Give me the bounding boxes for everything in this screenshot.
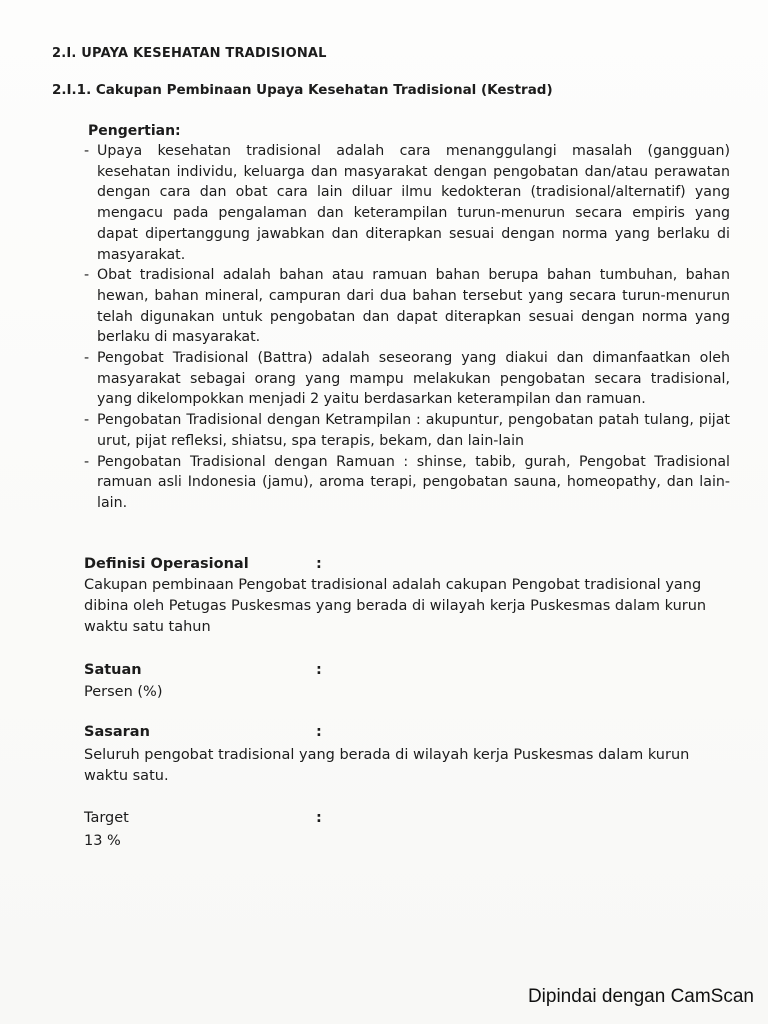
list-item-text: Pengobatan Tradisional dengan Ramuan : shinse, tabib, gurah, Pengobat Tradisional ramuan asli Indonesia (jamu), aroma terapi, pengobatan sauna, homeopathy, dan lain-lain. xyxy=(97,453,730,511)
pengertian-label: Pengertian: xyxy=(88,123,181,139)
definisi-colon: : xyxy=(316,556,322,572)
satuan-value: Persen (%) xyxy=(84,684,163,700)
list-item-text: Pengobat Tradisional (Battra) adalah seseorang yang diakui dan dimanfaatkan oleh masyarakat sebagai orang yang mampu melakukan pengobatan secara tradisional, yang dikelompokkan menjadi 2 yaitu berdasarkan keterampilan dan ramuan. xyxy=(97,350,730,408)
definisi-label: Definisi Operasional xyxy=(84,556,249,572)
sasaran-label: Sasaran xyxy=(84,724,150,740)
pengertian-list xyxy=(84,141,730,514)
target-colon: : xyxy=(316,810,322,826)
section-heading: 2.I. UPAYA KESEHATAN TRADISIONAL xyxy=(52,46,327,61)
list-item-text: Upaya kesehatan tradisional adalah cara menanggulangi masalah (gangguan) kesehatan individu, keluarga dan masyarakat dengan pengobatan dan/atau perawatan dengan cara dan obat cara lain diluar ilmu kedokteran (tradisional/alternatif) yang mengacu pada pengalaman dan keterampilan turun-menurun secara empiris yang dapat dipertanggung jawabkan dan diterapkan sesuai dengan norma yang berlaku di masyarakat. xyxy=(97,143,730,263)
subsection-heading: 2.I.1. Cakupan Pembinaan Upaya Kesehatan Tradisional (Kestrad) xyxy=(52,82,553,98)
camscanner-watermark: Dipindai dengan CamScan xyxy=(527,986,754,1007)
list-item: - Pengobat Tradisional (Battra) adalah seseorang yang diakui dan dimanfaatkan oleh masyarakat sebagai orang yang mampu melakukan pengobatan secara tradisional, yang dikelompokkan menjadi 2 yaitu berdasarkan keterampilan dan ramuan. xyxy=(84,350,730,408)
satuan-colon: : xyxy=(316,662,322,678)
definisi-value: Cakupan pembinaan Pengobat tradisional adalah cakupan Pengobat tradisional yang dibina oleh Petugas Puskesmas yang berada di wilayah kerja Puskesmas dalam kurun waktu satu tahun xyxy=(84,577,707,635)
list-item: - Obat tradisional adalah bahan atau ramuan bahan berupa bahan tumbuhan, bahan hewan, bahan mineral, campuran dari dua bahan tersebut yang secara turun-menurun telah digunakan untuk pengobatan dan dapat diterapkan sesuai dengan norma yang berlaku di masyarakat. xyxy=(84,267,730,346)
target-label: Target xyxy=(84,810,129,826)
target-value: 13 % xyxy=(84,833,121,849)
list-item-text: Pengobatan Tradisional dengan Ketrampilan : akupuntur, pengobatan patah tulang, pijat urut, pijat refleksi, shiatsu, spa terapis, bekam, dan lain-lain xyxy=(97,412,730,449)
list-item: - Pengobatan Tradisional dengan Ramuan : shinse, tabib, gurah, Pengobat Tradisional ramuan asli Indonesia (jamu), aroma terapi, pengobatan sauna, homeopathy, dan lain-lain. xyxy=(84,453,730,511)
list-item: - Pengobatan Tradisional dengan Ketrampilan : akupuntur, pengobatan patah tulang, pijat urut, pijat refleksi, shiatsu, spa terapis, bekam, dan lain-lain xyxy=(84,412,730,449)
list-item-text: Obat tradisional adalah bahan atau ramuan bahan berupa bahan tumbuhan, bahan hewan, bahan mineral, campuran dari dua bahan tersebut yang secara turun-menurun telah digunakan untuk pengobatan dan dapat diterapkan sesuai dengan norma yang berlaku di masyarakat. xyxy=(97,267,730,346)
sasaran-value: Seluruh pengobat tradisional yang berada di wilayah kerja Puskesmas dalam kurun waktu satu. xyxy=(84,747,690,784)
list-item: - Upaya kesehatan tradisional adalah cara menanggulangi masalah (gangguan) kesehatan individu, keluarga dan masyarakat dengan pengobatan dan/atau perawatan dengan cara dan obat cara lain diluar ilmu kedokteran (tradisional/alternatif) yang mengacu pada pengalaman dan keterampilan turun-menurun secara empiris yang dapat dipertanggung jawabkan dan diterapkan sesuai dengan norma yang berlaku di masyarakat. xyxy=(84,143,730,263)
sasaran-colon: : xyxy=(316,724,322,740)
satuan-label: Satuan xyxy=(84,662,142,678)
